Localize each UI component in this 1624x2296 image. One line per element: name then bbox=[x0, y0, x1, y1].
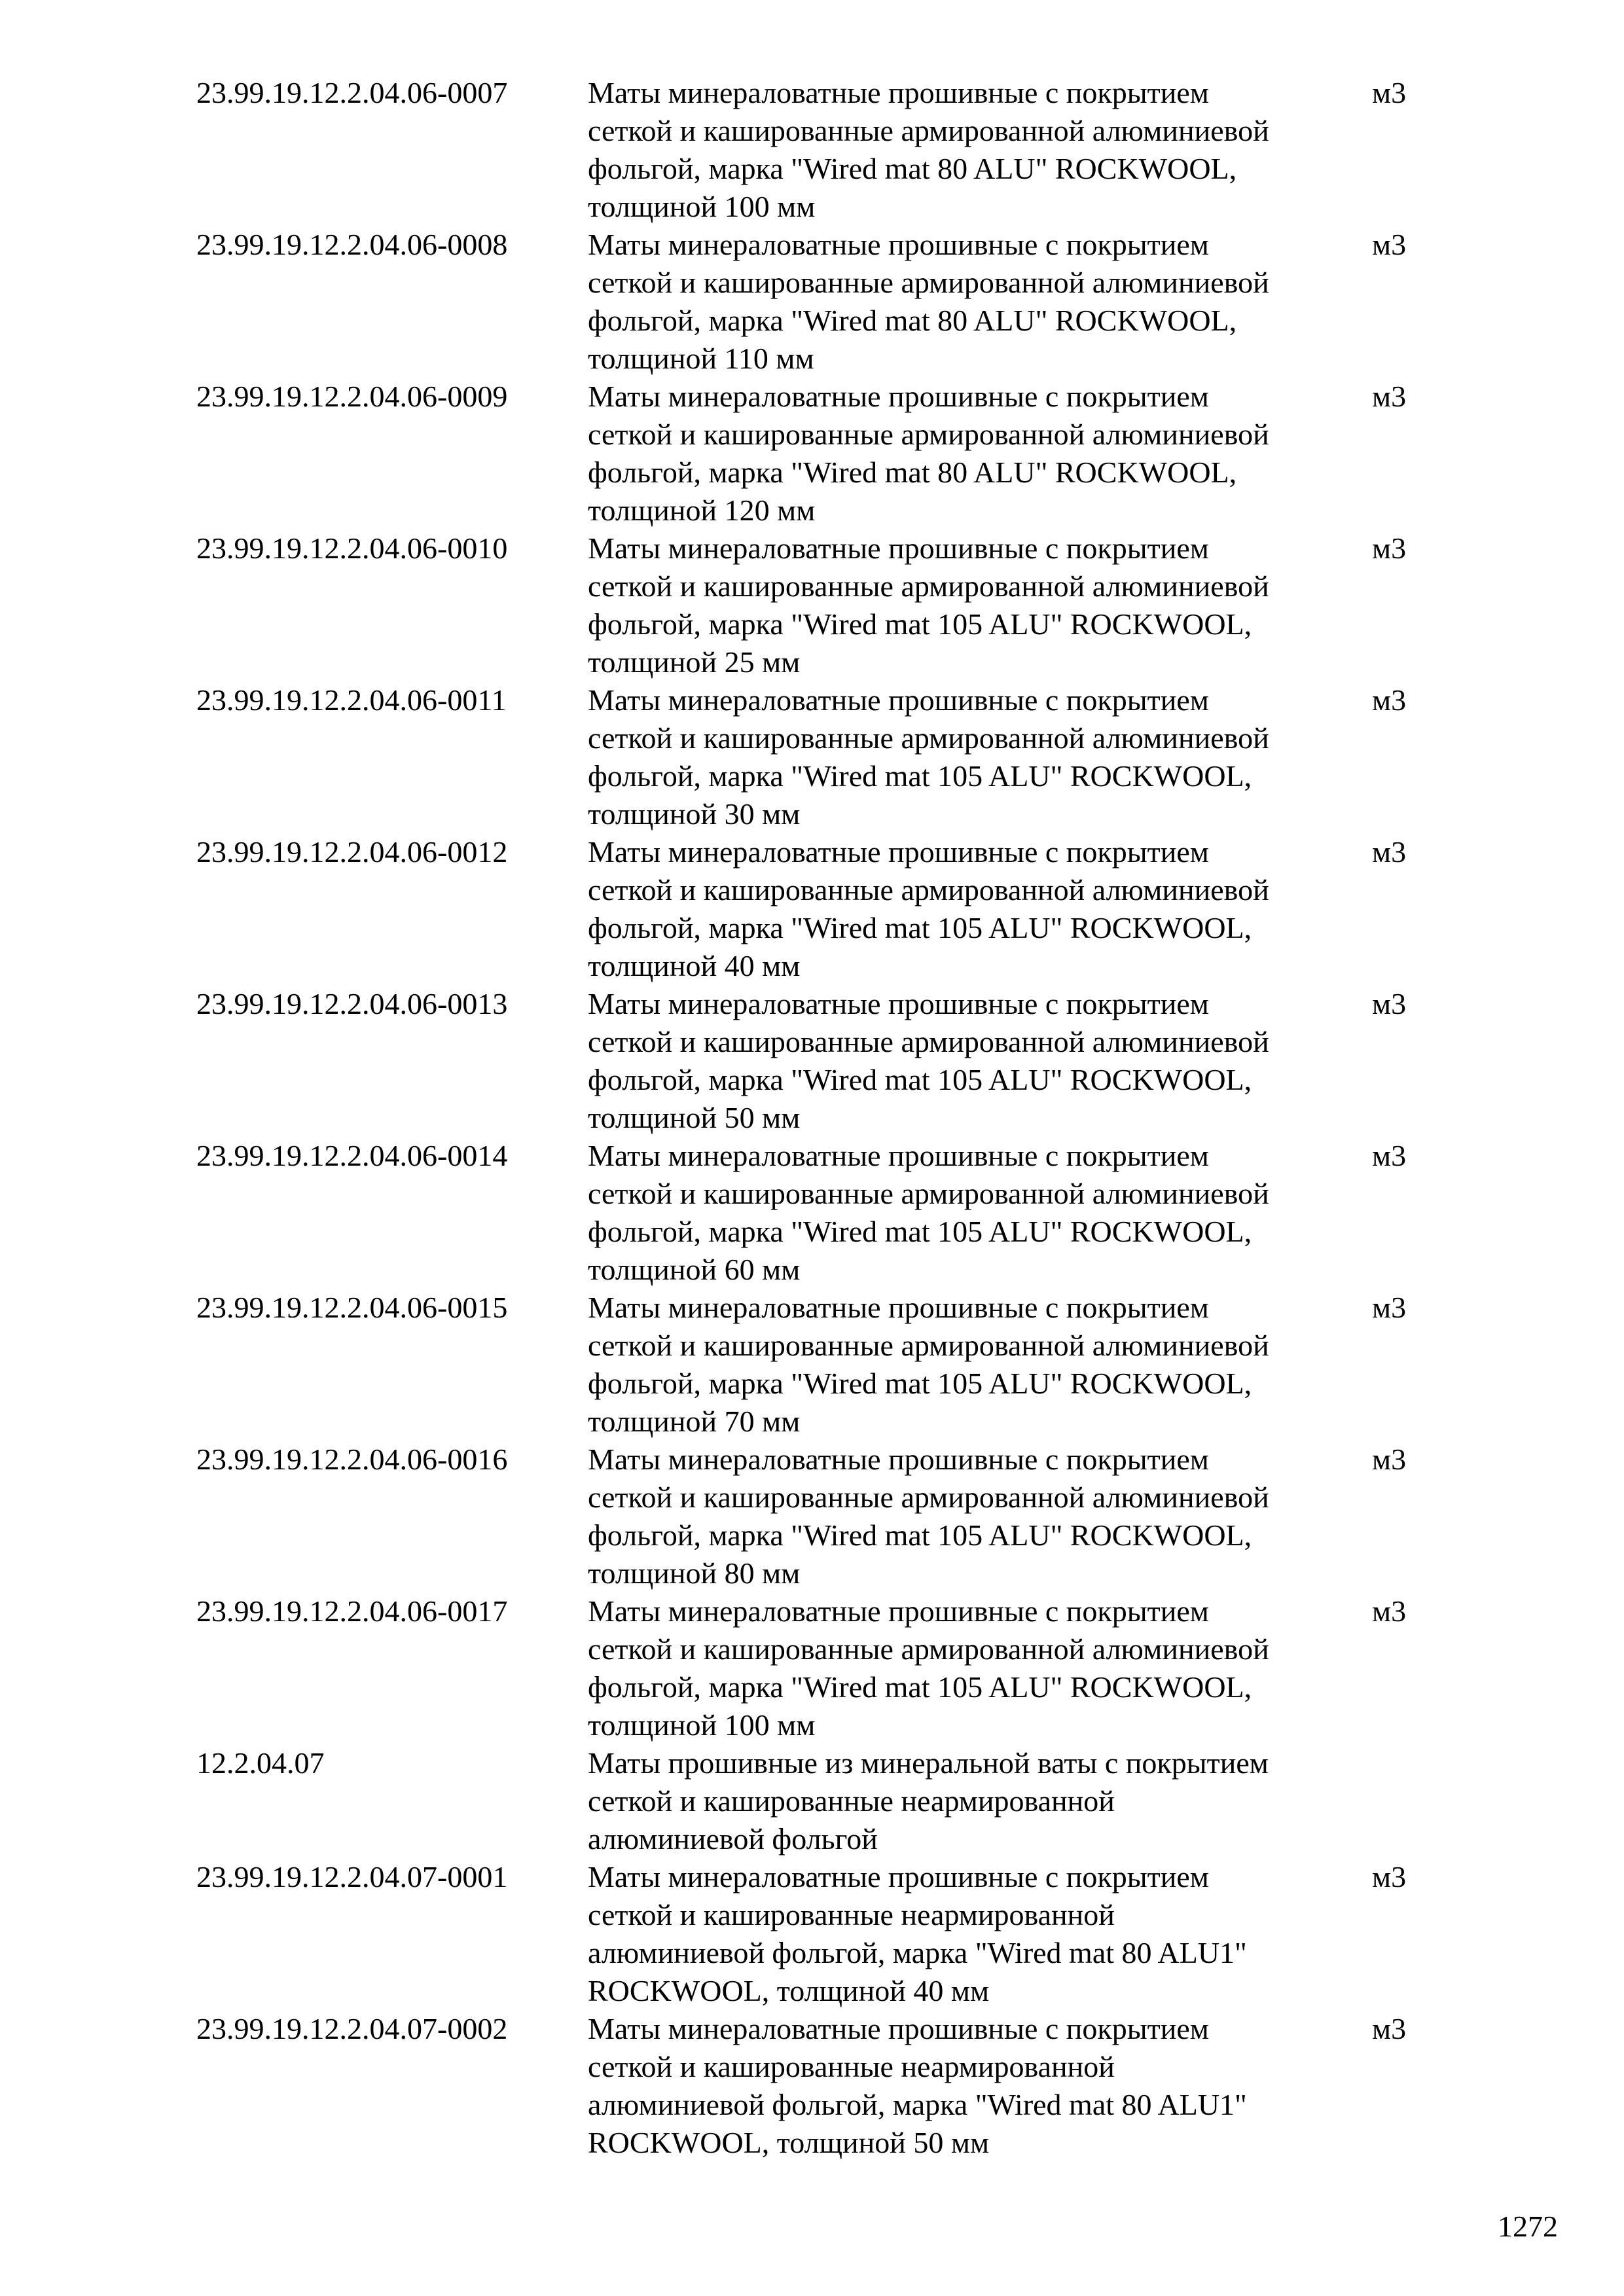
resource-description: Маты минераловатные прошивные с покрытием сеткой и кашированные армированной алюминиевой фольгой, марка "Wired mat 105 ALU" ROCKWOOL, толщиной 50 мм bbox=[588, 987, 1269, 1134]
section-heading-row bbox=[196, 1744, 1440, 1858]
unit-of-measure: м3 bbox=[1372, 1860, 1407, 1893]
resource-code: 23.99.19.12.2.04.06-0009 bbox=[196, 380, 508, 413]
table-row bbox=[196, 1289, 1440, 1441]
table-row bbox=[196, 378, 1440, 529]
resource-description: Маты минераловатные прошивные с покрытием сеткой и кашированные неармированной алюминиевой фольгой, марка "Wired mat 80 ALU1" ROCKWOOL, толщиной 40 мм bbox=[588, 1860, 1247, 2007]
unit-of-measure: м3 bbox=[1372, 1594, 1407, 1628]
resource-description: Маты минераловатные прошивные с покрытием сеткой и кашированные армированной алюминиевой фольгой, марка "Wired mat 105 ALU" ROCKWOOL, толщиной 25 мм bbox=[588, 531, 1269, 679]
unit-of-measure: м3 bbox=[1372, 380, 1407, 413]
unit-of-measure: м3 bbox=[1372, 2012, 1407, 2045]
table-row bbox=[196, 2010, 1440, 2162]
table-row bbox=[196, 1592, 1440, 1744]
section-description: Маты прошивные из минеральной ваты с покрытием сеткой и кашированные неармированной алюминиевой фольгой bbox=[588, 1746, 1269, 1856]
resource-code: 23.99.19.12.2.04.06-0013 bbox=[196, 987, 508, 1020]
unit-of-measure: м3 bbox=[1372, 228, 1407, 261]
resource-description: Маты минераловатные прошивные с покрытием сеткой и кашированные армированной алюминиевой фольгой, марка "Wired mat 80 ALU" ROCKWOOL, толщиной 120 мм bbox=[588, 380, 1269, 527]
unit-of-measure: м3 bbox=[1372, 835, 1407, 869]
resource-description: Маты минераловатные прошивные с покрытием сеткой и кашированные армированной алюминиевой фольгой, марка "Wired mat 80 ALU" ROCKWOOL, толщиной 110 мм bbox=[588, 228, 1269, 375]
table-row bbox=[196, 1137, 1440, 1289]
table-row bbox=[196, 833, 1440, 985]
unit-of-measure: м3 bbox=[1372, 76, 1407, 109]
resource-description: Маты минераловатные прошивные с покрытием сеткой и кашированные армированной алюминиевой фольгой, марка "Wired mat 105 ALU" ROCKWOOL, толщиной 100 мм bbox=[588, 1594, 1269, 1742]
table-row bbox=[196, 226, 1440, 378]
section-code: 12.2.04.07 bbox=[196, 1746, 325, 1780]
resource-code: 23.99.19.12.2.04.06-0017 bbox=[196, 1594, 508, 1628]
page-number: 1272 bbox=[1498, 2210, 1558, 2243]
resource-code: 23.99.19.12.2.04.06-0015 bbox=[196, 1291, 508, 1324]
resource-code: 23.99.19.12.2.04.07-0002 bbox=[196, 2012, 508, 2045]
resource-code: 23.99.19.12.2.04.06-0007 bbox=[196, 76, 508, 109]
resource-code: 23.99.19.12.2.04.06-0012 bbox=[196, 835, 508, 869]
resource-description: Маты минераловатные прошивные с покрытием сеткой и кашированные армированной алюминиевой фольгой, марка "Wired mat 105 ALU" ROCKWOOL, толщиной 40 мм bbox=[588, 835, 1269, 982]
unit-of-measure: м3 bbox=[1372, 1291, 1407, 1324]
resource-code: 23.99.19.12.2.04.06-0008 bbox=[196, 228, 508, 261]
resource-code: 23.99.19.12.2.04.06-0011 bbox=[196, 683, 507, 717]
resource-code: 23.99.19.12.2.04.06-0010 bbox=[196, 531, 508, 565]
table-row bbox=[196, 529, 1440, 681]
resource-code-table bbox=[196, 74, 1440, 2162]
unit-of-measure: м3 bbox=[1372, 1139, 1407, 1172]
table-row bbox=[196, 74, 1440, 226]
resource-description: Маты минераловатные прошивные с покрытием сеткой и кашированные неармированной алюминиевой фольгой, марка "Wired mat 80 ALU1" ROCKWOOL, толщиной 50 мм bbox=[588, 2012, 1247, 2159]
unit-of-measure: м3 bbox=[1372, 531, 1407, 565]
resource-description: Маты минераловатные прошивные с покрытием сеткой и кашированные армированной алюминиевой фольгой, марка "Wired mat 105 ALU" ROCKWOOL, толщиной 30 мм bbox=[588, 683, 1269, 831]
table-row bbox=[196, 681, 1440, 833]
unit-of-measure: м3 bbox=[1372, 1443, 1407, 1476]
unit-of-measure: м3 bbox=[1372, 683, 1407, 717]
resource-description: Маты минераловатные прошивные с покрытием сеткой и кашированные армированной алюминиевой фольгой, марка "Wired mat 105 ALU" ROCKWOOL, толщиной 60 мм bbox=[588, 1139, 1269, 1286]
resource-description: Маты минераловатные прошивные с покрытием сеткой и кашированные армированной алюминиевой фольгой, марка "Wired mat 105 ALU" ROCKWOOL, толщиной 80 мм bbox=[588, 1443, 1269, 1590]
table-row bbox=[196, 1441, 1440, 1592]
resource-code: 23.99.19.12.2.04.06-0014 bbox=[196, 1139, 508, 1172]
resource-description: Маты минераловатные прошивные с покрытием сеткой и кашированные армированной алюминиевой фольгой, марка "Wired mat 105 ALU" ROCKWOOL, толщиной 70 мм bbox=[588, 1291, 1269, 1438]
table-row bbox=[196, 1858, 1440, 2010]
resource-code: 23.99.19.12.2.04.07-0001 bbox=[196, 1860, 508, 1893]
table-row bbox=[196, 985, 1440, 1137]
unit-of-measure: м3 bbox=[1372, 987, 1407, 1020]
resource-description: Маты минераловатные прошивные с покрытием сеткой и кашированные армированной алюминиевой фольгой, марка "Wired mat 80 ALU" ROCKWOOL, толщиной 100 мм bbox=[588, 76, 1269, 223]
resource-code: 23.99.19.12.2.04.06-0016 bbox=[196, 1443, 508, 1476]
